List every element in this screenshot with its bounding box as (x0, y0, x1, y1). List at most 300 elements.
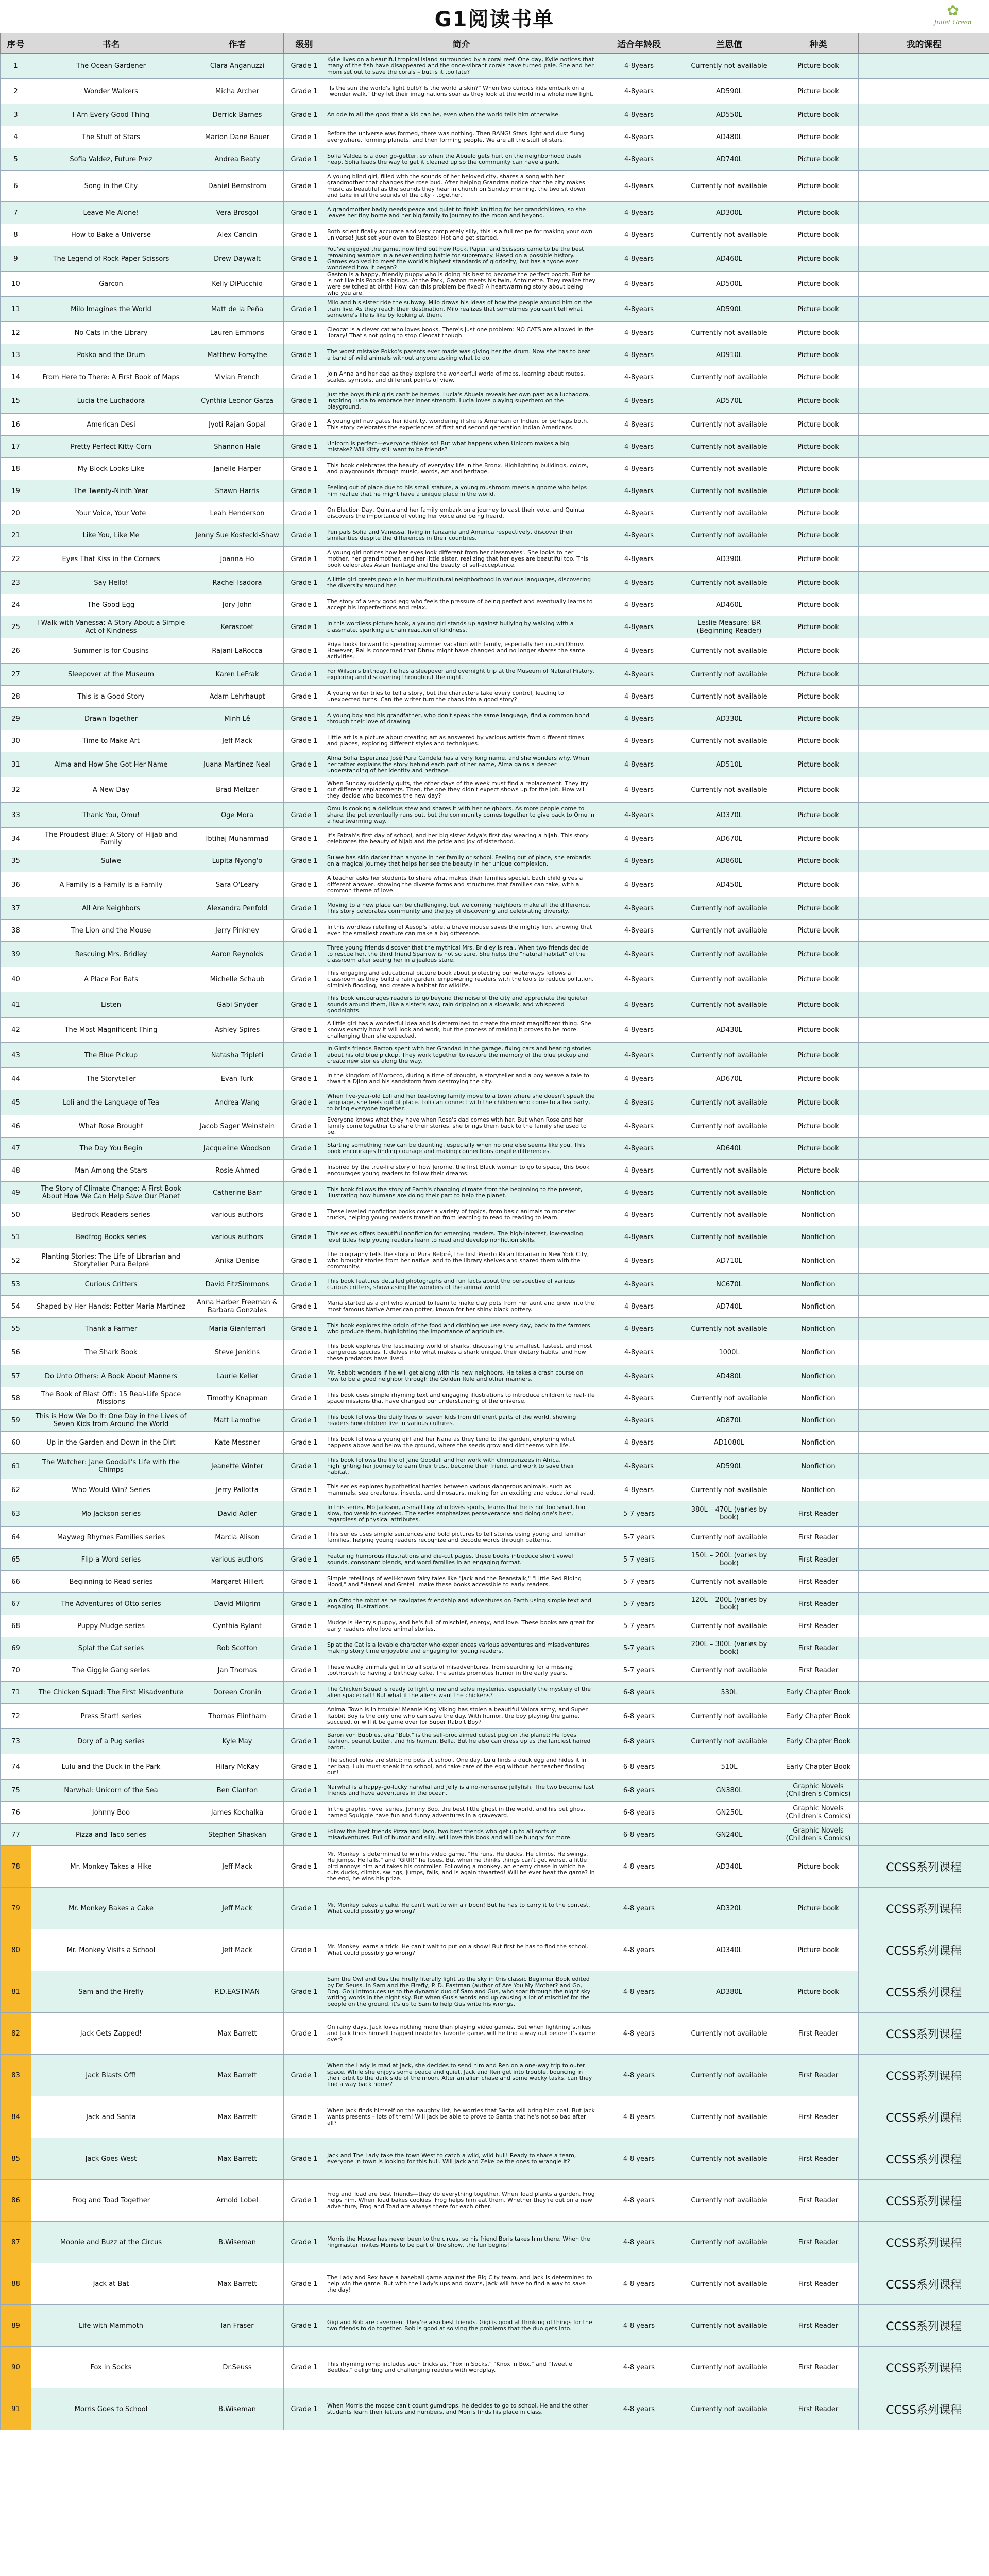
book-type: First Reader (778, 2055, 859, 2096)
age-range: 4-8years (598, 148, 680, 171)
book-title: Song in the City (31, 171, 191, 202)
author: Cynthia Rylant (191, 1615, 284, 1637)
table-row (1, 1248, 989, 1274)
summary: Just the boys think girls can't be heroes. Lucia's Abuela reveals her own past as a luchadora, inspiring Lucia to embrace her inner strength. Lucia loves playing superhero on the playground. (325, 388, 598, 414)
summary: Milo and his sister ride the subway. Milo draws his ideas of how the people around him on the train live. As they reach their destination, Milo realizes that sometimes you can't tell what someone's life is like by looking at them. (325, 297, 598, 322)
grade-level: Grade 1 (284, 828, 325, 850)
lexile-value: AD450L (680, 872, 778, 897)
book-title: Thank a Farmer (31, 1318, 191, 1340)
course: CCSS系列课程 (859, 2096, 989, 2138)
row-number: 57 (1, 1365, 31, 1387)
book-type: Graphic Novels (Children's Comics) (778, 1802, 859, 1824)
row-number: 33 (1, 803, 31, 828)
course (859, 1571, 989, 1593)
table-row (1, 1637, 989, 1659)
lexile-value: AD670L (680, 828, 778, 850)
book-type: Picture book (778, 1115, 859, 1138)
author: Shannon Hale (191, 436, 284, 458)
lexile-value: AD480L (680, 126, 778, 148)
summary: Omu is cooking a delicious stew and shares it with her neighbors. As more people come to share, the pot eventually runs out, but the community comes together to give back to Omu in a heartwarming way. (325, 803, 598, 828)
table-row (1, 872, 989, 897)
table-row (1, 1204, 989, 1226)
lexile-value: AD340L (680, 1929, 778, 1971)
table-row (1, 1754, 989, 1780)
course (859, 777, 989, 803)
grade-level: Grade 1 (284, 1571, 325, 1593)
book-type: Nonfiction (778, 1454, 859, 1479)
book-type: Picture book (778, 458, 859, 480)
course (859, 1068, 989, 1090)
book-title: The Chicken Squad: The First Misadventure (31, 1682, 191, 1704)
age-range: 4-8years (598, 1410, 680, 1432)
author: Aaron Reynolds (191, 942, 284, 967)
lexile-value: Currently not available (680, 54, 778, 79)
book-title: Pretty Perfect Kitty-Corn (31, 436, 191, 458)
summary: Mr. Rabbit wonders if he will get along with his new neighbors. He takes a crash course on how to be a good neighbor through the Golden Rule and other manners. (325, 1365, 598, 1387)
author: Jenny Sue Kostecki-Shaw (191, 524, 284, 547)
book-type: Nonfiction (778, 1182, 859, 1204)
grade-level: Grade 1 (284, 1527, 325, 1549)
summary: This book follows the story of Earth's changing climate from the beginning to the present, illustrating how humans are doing their part to help the planet. (325, 1182, 598, 1204)
lexile-value: AD860L (680, 850, 778, 872)
row-number: 22 (1, 547, 31, 572)
book-title: Lulu and the Duck in the Park (31, 1754, 191, 1780)
summary: Unicorn is perfect—everyone thinks so! But what happens when Unicorn makes a big mistake? Will Kitty still want to be friends? (325, 436, 598, 458)
book-type: First Reader (778, 2138, 859, 2180)
course (859, 1454, 989, 1479)
book-title: Frog and Toad Together (31, 2180, 191, 2222)
lexile-value: Currently not available (680, 1182, 778, 1204)
age-range: 4-8years (598, 1160, 680, 1182)
age-range: 4-8years (598, 730, 680, 752)
grade-level: Grade 1 (284, 1454, 325, 1479)
grade-level: Grade 1 (284, 436, 325, 458)
grade-level: Grade 1 (284, 872, 325, 897)
lexile-value: Currently not available (680, 992, 778, 1018)
author: Jeff Mack (191, 1888, 284, 1929)
book-type: Picture book (778, 708, 859, 730)
grade-level: Grade 1 (284, 388, 325, 414)
age-range: 4-8 years (598, 2388, 680, 2430)
table-row (1, 777, 989, 803)
age-range: 4-8 years (598, 2138, 680, 2180)
age-range: 4-8years (598, 1182, 680, 1204)
table-row (1, 104, 989, 126)
age-range: 4-8years (598, 224, 680, 246)
book-title: Press Start! series (31, 1704, 191, 1729)
age-range: 6-8 years (598, 1729, 680, 1754)
book-type: Picture book (778, 1160, 859, 1182)
book-title: Pokko and the Drum (31, 344, 191, 366)
grade-level: Grade 1 (284, 1365, 325, 1387)
author: Jerry Pinkney (191, 920, 284, 942)
logo-text: Juliet Green (934, 19, 972, 26)
table-row (1, 547, 989, 572)
row-number: 1 (1, 54, 31, 79)
course (859, 1729, 989, 1754)
summary: This book explores the fascinating world of sharks, discussing the smallest, fastest, and most dangerous species. It delves into what makes a shark unique, their dietary habits, and how these predators have lived. (325, 1340, 598, 1365)
age-range: 4-8years (598, 79, 680, 104)
grade-level: Grade 1 (284, 920, 325, 942)
author: Shawn Harris (191, 480, 284, 502)
book-title: My Block Looks Like (31, 458, 191, 480)
header-cell: 序号 (1, 33, 31, 54)
course (859, 872, 989, 897)
book-type: Picture book (778, 436, 859, 458)
age-range: 4-8years (598, 104, 680, 126)
grade-level: Grade 1 (284, 524, 325, 547)
table-row (1, 54, 989, 79)
age-range: 4-8years (598, 272, 680, 297)
summary: On Election Day, Quinta and her family embark on a journey to cast their vote, and Quinta discovers the importance of voting her voice and being heard. (325, 502, 598, 524)
book-type: Picture book (778, 524, 859, 547)
lexile-value: NC670L (680, 1274, 778, 1296)
course: CCSS系列课程 (859, 1929, 989, 1971)
grade-level: Grade 1 (284, 638, 325, 664)
lexile-value: Currently not available (680, 777, 778, 803)
book-title: Sofia Valdez, Future Prez (31, 148, 191, 171)
grade-level: Grade 1 (284, 992, 325, 1018)
course (859, 897, 989, 920)
age-range: 6-8 years (598, 1802, 680, 1824)
author: Janelle Harper (191, 458, 284, 480)
lexile-value: Currently not available (680, 436, 778, 458)
page-header (0, 0, 989, 33)
book-type: Picture book (778, 366, 859, 388)
book-title: Fox in Socks (31, 2347, 191, 2388)
row-number: 2 (1, 79, 31, 104)
grade-level: Grade 1 (284, 2180, 325, 2222)
book-type: Picture book (778, 1043, 859, 1068)
author: Stephen Shaskan (191, 1824, 284, 1846)
book-title: Lucia the Luchadora (31, 388, 191, 414)
table-row (1, 436, 989, 458)
table-row (1, 1846, 989, 1888)
lexile-value: Currently not available (680, 1479, 778, 1501)
header-cell: 我的课程 (859, 33, 989, 54)
book-type: Picture book (778, 616, 859, 638)
row-number: 82 (1, 2013, 31, 2055)
age-range: 4-8years (598, 202, 680, 224)
age-range: 4-8years (598, 708, 680, 730)
author: B.Wiseman (191, 2388, 284, 2430)
age-range: 4-8years (598, 686, 680, 708)
course (859, 616, 989, 638)
lexile-value: AD740L (680, 148, 778, 171)
summary: It's Faizah's first day of school, and her big sister Asiya's first day wearing a hijab. This story celebrates the beauty of hijab and the pride and joy of sisterhood. (325, 828, 598, 850)
course (859, 594, 989, 616)
book-type: Picture book (778, 322, 859, 344)
table-row (1, 388, 989, 414)
row-number: 20 (1, 502, 31, 524)
row-number: 66 (1, 1571, 31, 1593)
table-row (1, 2096, 989, 2138)
book-title: Listen (31, 992, 191, 1018)
table-row (1, 638, 989, 664)
row-number: 64 (1, 1527, 31, 1549)
course (859, 572, 989, 594)
row-number: 75 (1, 1780, 31, 1802)
book-title: Mayweg Rhymes Families series (31, 1527, 191, 1549)
course (859, 79, 989, 104)
summary: "Is the sun the world's light bulb? Is the world a skin?" When two curious kids embark on a "wonder walk," they let their imaginations soar as they look at the world in a whole new light. (325, 79, 598, 104)
row-number: 89 (1, 2305, 31, 2347)
course (859, 1090, 989, 1115)
age-range: 4-8years (598, 366, 680, 388)
row-number: 65 (1, 1549, 31, 1571)
book-title: Pizza and Taco series (31, 1824, 191, 1846)
summary: Before the universe was formed, there was nothing. Then BANG! Stars light and dust flung everywhere, forming planets, and then forming people. We are all the stuff of stars. (325, 126, 598, 148)
age-range: 4-8years (598, 1226, 680, 1248)
age-range: 4-8years (598, 1115, 680, 1138)
grade-level: Grade 1 (284, 1729, 325, 1754)
table-row (1, 1043, 989, 1068)
table-row (1, 2222, 989, 2263)
table-row (1, 1929, 989, 1971)
grade-level: Grade 1 (284, 148, 325, 171)
table-row (1, 322, 989, 344)
lexile-value: AD340L (680, 1846, 778, 1888)
header-cell: 书名 (31, 33, 191, 54)
book-title: The Book of Blast Off!: 15 Real-Life Space Missions (31, 1387, 191, 1410)
author: Timothy Knapman (191, 1387, 284, 1410)
book-type: First Reader (778, 1659, 859, 1682)
grade-level: Grade 1 (284, 224, 325, 246)
lexile-value: Currently not available (680, 2347, 778, 2388)
book-title: Sulwe (31, 850, 191, 872)
row-number: 37 (1, 897, 31, 920)
author: Jacqueline Woodson (191, 1138, 284, 1160)
row-number: 62 (1, 1479, 31, 1501)
course (859, 664, 989, 686)
course (859, 458, 989, 480)
course (859, 1682, 989, 1704)
course (859, 344, 989, 366)
summary: Moving to a new place can be challenging, but welcoming neighbors make all the difference. This story celebrates community and the joy of discovering and celebrating diversity. (325, 897, 598, 920)
grade-level: Grade 1 (284, 594, 325, 616)
age-range: 5-7 years (598, 1571, 680, 1593)
summary: The school rules are strict: no pets at school. One day, Lulu finds a duck egg and hides it in her bag. Lulu must sneak it to school, and take care of the egg without her teacher finding out! (325, 1754, 598, 1780)
summary: The story of a very good egg who feels the pressure of being perfect and eventually learns to accept his imperfections and relax. (325, 594, 598, 616)
header-cell: 兰思值 (680, 33, 778, 54)
book-title: Curious Critters (31, 1274, 191, 1296)
author: James Kochalka (191, 1802, 284, 1824)
book-type: First Reader (778, 2222, 859, 2263)
summary: Featuring humorous illustrations and die-cut pages, these books introduce short vowel sounds, consonant blends, and word families in an engaging format. (325, 1549, 598, 1571)
age-range: 4-8years (598, 920, 680, 942)
row-number: 16 (1, 414, 31, 436)
book-title: The Legend of Rock Paper Scissors (31, 246, 191, 272)
row-number: 19 (1, 480, 31, 502)
grade-level: Grade 1 (284, 1704, 325, 1729)
book-type: Nonfiction (778, 1226, 859, 1248)
lexile-value: AD510L (680, 752, 778, 777)
book-title: The Ocean Gardener (31, 54, 191, 79)
grade-level: Grade 1 (284, 1090, 325, 1115)
summary: When Jack finds himself on the naughty list, he worries that Santa will bring him coal. But Jack wants presents – lots of them! Will Jack be able to prove to Santa that he's not so bad after all? (325, 2096, 598, 2138)
book-title: Mr. Monkey Takes a Hike (31, 1846, 191, 1888)
summary: Everyone knows what they have when Rose's dad comes with her. But when Rose and her family come together to share their stories, she brings them back to the family she used to be. (325, 1115, 598, 1138)
age-range: 6-8 years (598, 1682, 680, 1704)
grade-level: Grade 1 (284, 1043, 325, 1068)
grade-level: Grade 1 (284, 1846, 325, 1888)
book-type: Nonfiction (778, 1432, 859, 1454)
grade-level: Grade 1 (284, 547, 325, 572)
course (859, 1704, 989, 1729)
row-number: 56 (1, 1340, 31, 1365)
lexile-value: Currently not available (680, 458, 778, 480)
grade-level: Grade 1 (284, 616, 325, 638)
row-number: 24 (1, 594, 31, 616)
table-row (1, 1182, 989, 1204)
row-number: 8 (1, 224, 31, 246)
course (859, 1182, 989, 1204)
lexile-value: Currently not available (680, 897, 778, 920)
book-title: Man Among the Stars (31, 1160, 191, 1182)
row-number: 31 (1, 752, 31, 777)
author: Jyoti Rajan Gopal (191, 414, 284, 436)
lexile-value: Currently not available (680, 502, 778, 524)
course (859, 202, 989, 224)
table-row (1, 1682, 989, 1704)
header-cell: 作者 (191, 33, 284, 54)
grade-level: Grade 1 (284, 2013, 325, 2055)
age-range: 4-8years (598, 1479, 680, 1501)
age-range: 4-8years (598, 322, 680, 344)
age-range: 4-8 years (598, 2222, 680, 2263)
author: Joanna Ho (191, 547, 284, 572)
age-range: 4-8years (598, 1204, 680, 1226)
grade-level: Grade 1 (284, 1296, 325, 1318)
row-number: 54 (1, 1296, 31, 1318)
row-number: 86 (1, 2180, 31, 2222)
table-row (1, 850, 989, 872)
lexile-value: Currently not available (680, 942, 778, 967)
course (859, 638, 989, 664)
summary: When Morris the moose can't count gumdrops, he decides to go to school. He and the other students learn their letters and numbers, and Morris finds his place in class. (325, 2388, 598, 2430)
page-title: G1阅读书单 (434, 8, 555, 31)
summary: This book follows the life of Jane Goodall and her work with chimpanzees in Africa, highlighting her journey to earn their trust, become their friend, and work to save their habitat. (325, 1454, 598, 1479)
age-range: 4-8years (598, 344, 680, 366)
lexile-value: AD590L (680, 1454, 778, 1479)
author: Jeff Mack (191, 1846, 284, 1888)
table-row (1, 1704, 989, 1729)
book-type: Picture book (778, 686, 859, 708)
author: David Milgrim (191, 1593, 284, 1615)
grade-level: Grade 1 (284, 1387, 325, 1410)
lexile-value: Currently not available (680, 2013, 778, 2055)
author: Ashley Spires (191, 1018, 284, 1043)
lexile-value: AD570L (680, 388, 778, 414)
author: Max Barrett (191, 2055, 284, 2096)
course (859, 686, 989, 708)
row-number: 47 (1, 1138, 31, 1160)
author: Kyle May (191, 1729, 284, 1754)
table-row (1, 1501, 989, 1527)
age-range: 4-8years (598, 480, 680, 502)
lexile-value: Currently not available (680, 1226, 778, 1248)
age-range: 4-8 years (598, 2305, 680, 2347)
course (859, 1018, 989, 1043)
lexile-value: Currently not available (680, 686, 778, 708)
row-number: 36 (1, 872, 31, 897)
course (859, 148, 989, 171)
summary: A young girl notices how her eyes look different from her classmates'. She looks to her mother, her grandmother, and her little sister, realizing that her eyes are beautiful too. This book celebrates Asian heritage and the beauty of self-acceptance. (325, 547, 598, 572)
course: CCSS系列课程 (859, 2055, 989, 2096)
lexile-value: Currently not available (680, 1704, 778, 1729)
lexile-value: AD710L (680, 1248, 778, 1274)
course (859, 992, 989, 1018)
age-range: 4-8years (598, 616, 680, 638)
summary: These wacky animals get in to all sorts of misadventures, from searching for a missing toothbrush to having a birthday cake. The series promotes humor in the early years. (325, 1659, 598, 1682)
book-type: First Reader (778, 1527, 859, 1549)
header-cell: 种类 (778, 33, 859, 54)
author: Max Barrett (191, 2013, 284, 2055)
lexile-value: AD740L (680, 1296, 778, 1318)
age-range: 4-8years (598, 1454, 680, 1479)
table-row (1, 1780, 989, 1802)
grade-level: Grade 1 (284, 1501, 325, 1527)
course: CCSS系列课程 (859, 1971, 989, 2013)
book-type: Picture book (778, 638, 859, 664)
course (859, 1410, 989, 1432)
table-row (1, 897, 989, 920)
lexile-value: Currently not available (680, 638, 778, 664)
book-title: Beginning to Read series (31, 1571, 191, 1593)
lexile-value: Currently not available (680, 1387, 778, 1410)
grade-level: Grade 1 (284, 202, 325, 224)
age-range: 4-8 years (598, 2055, 680, 2096)
row-number: 21 (1, 524, 31, 547)
row-number: 28 (1, 686, 31, 708)
age-range: 4-8years (598, 1018, 680, 1043)
grade-level: Grade 1 (284, 1068, 325, 1090)
row-number: 7 (1, 202, 31, 224)
summary: Sam the Owl and Gus the Firefly literally light up the sky in this classic Beginner Book edited by Dr. Seuss. In Sam and the Firefly, P. D. Eastman (author of Are You My Mother? and Go, Dog. Go!) introduces us to the dynamic duo of Sam and Gus, who soar through the night sky writing words in the night sky. But when Gus's words end up causing a lot of mischief for the people on the ground, it's up to Sam to help Gus write his wrongs. (325, 1971, 598, 2013)
course (859, 1138, 989, 1160)
book-title: A Family is a Family is a Family (31, 872, 191, 897)
summary: Narwhal is a happy-go-lucky narwhal and Jelly is a no-nonsense jellyfish. The two become fast friends and have adventures in the ocean. (325, 1780, 598, 1802)
course (859, 752, 989, 777)
lexile-value: Currently not available (680, 664, 778, 686)
lexile-value: AD870L (680, 1410, 778, 1432)
course (859, 1527, 989, 1549)
summary: In this series, Mo Jackson, a small boy who loves sports, learns that he is not too small, too slow, too weak to succeed. The series emphasizes perseverance and doing one's best, regardless of physical attributes. (325, 1501, 598, 1527)
age-range: 4-8years (598, 872, 680, 897)
age-range: 5-7 years (598, 1527, 680, 1549)
header-cell: 适合年龄段 (598, 33, 680, 54)
table-row (1, 1138, 989, 1160)
header-cell: 简介 (325, 33, 598, 54)
book-title: Time to Make Art (31, 730, 191, 752)
table-row (1, 480, 989, 502)
book-type: First Reader (778, 1571, 859, 1593)
row-number: 58 (1, 1387, 31, 1410)
age-range: 4-8years (598, 942, 680, 967)
book-type: First Reader (778, 1637, 859, 1659)
summary: A grandmother badly needs peace and quiet to finish knitting for her grandchildren, so she leaves her tiny home and her big family to journey to the moon and beyond. (325, 202, 598, 224)
grade-level: Grade 1 (284, 1637, 325, 1659)
book-title: Your Voice, Your Vote (31, 502, 191, 524)
book-type: Picture book (778, 803, 859, 828)
table-row (1, 366, 989, 388)
author: Max Barrett (191, 2096, 284, 2138)
table-row (1, 2347, 989, 2388)
book-type: Picture book (778, 104, 859, 126)
table-row (1, 502, 989, 524)
author: Vera Brosgol (191, 202, 284, 224)
book-title: The Lion and the Mouse (31, 920, 191, 942)
